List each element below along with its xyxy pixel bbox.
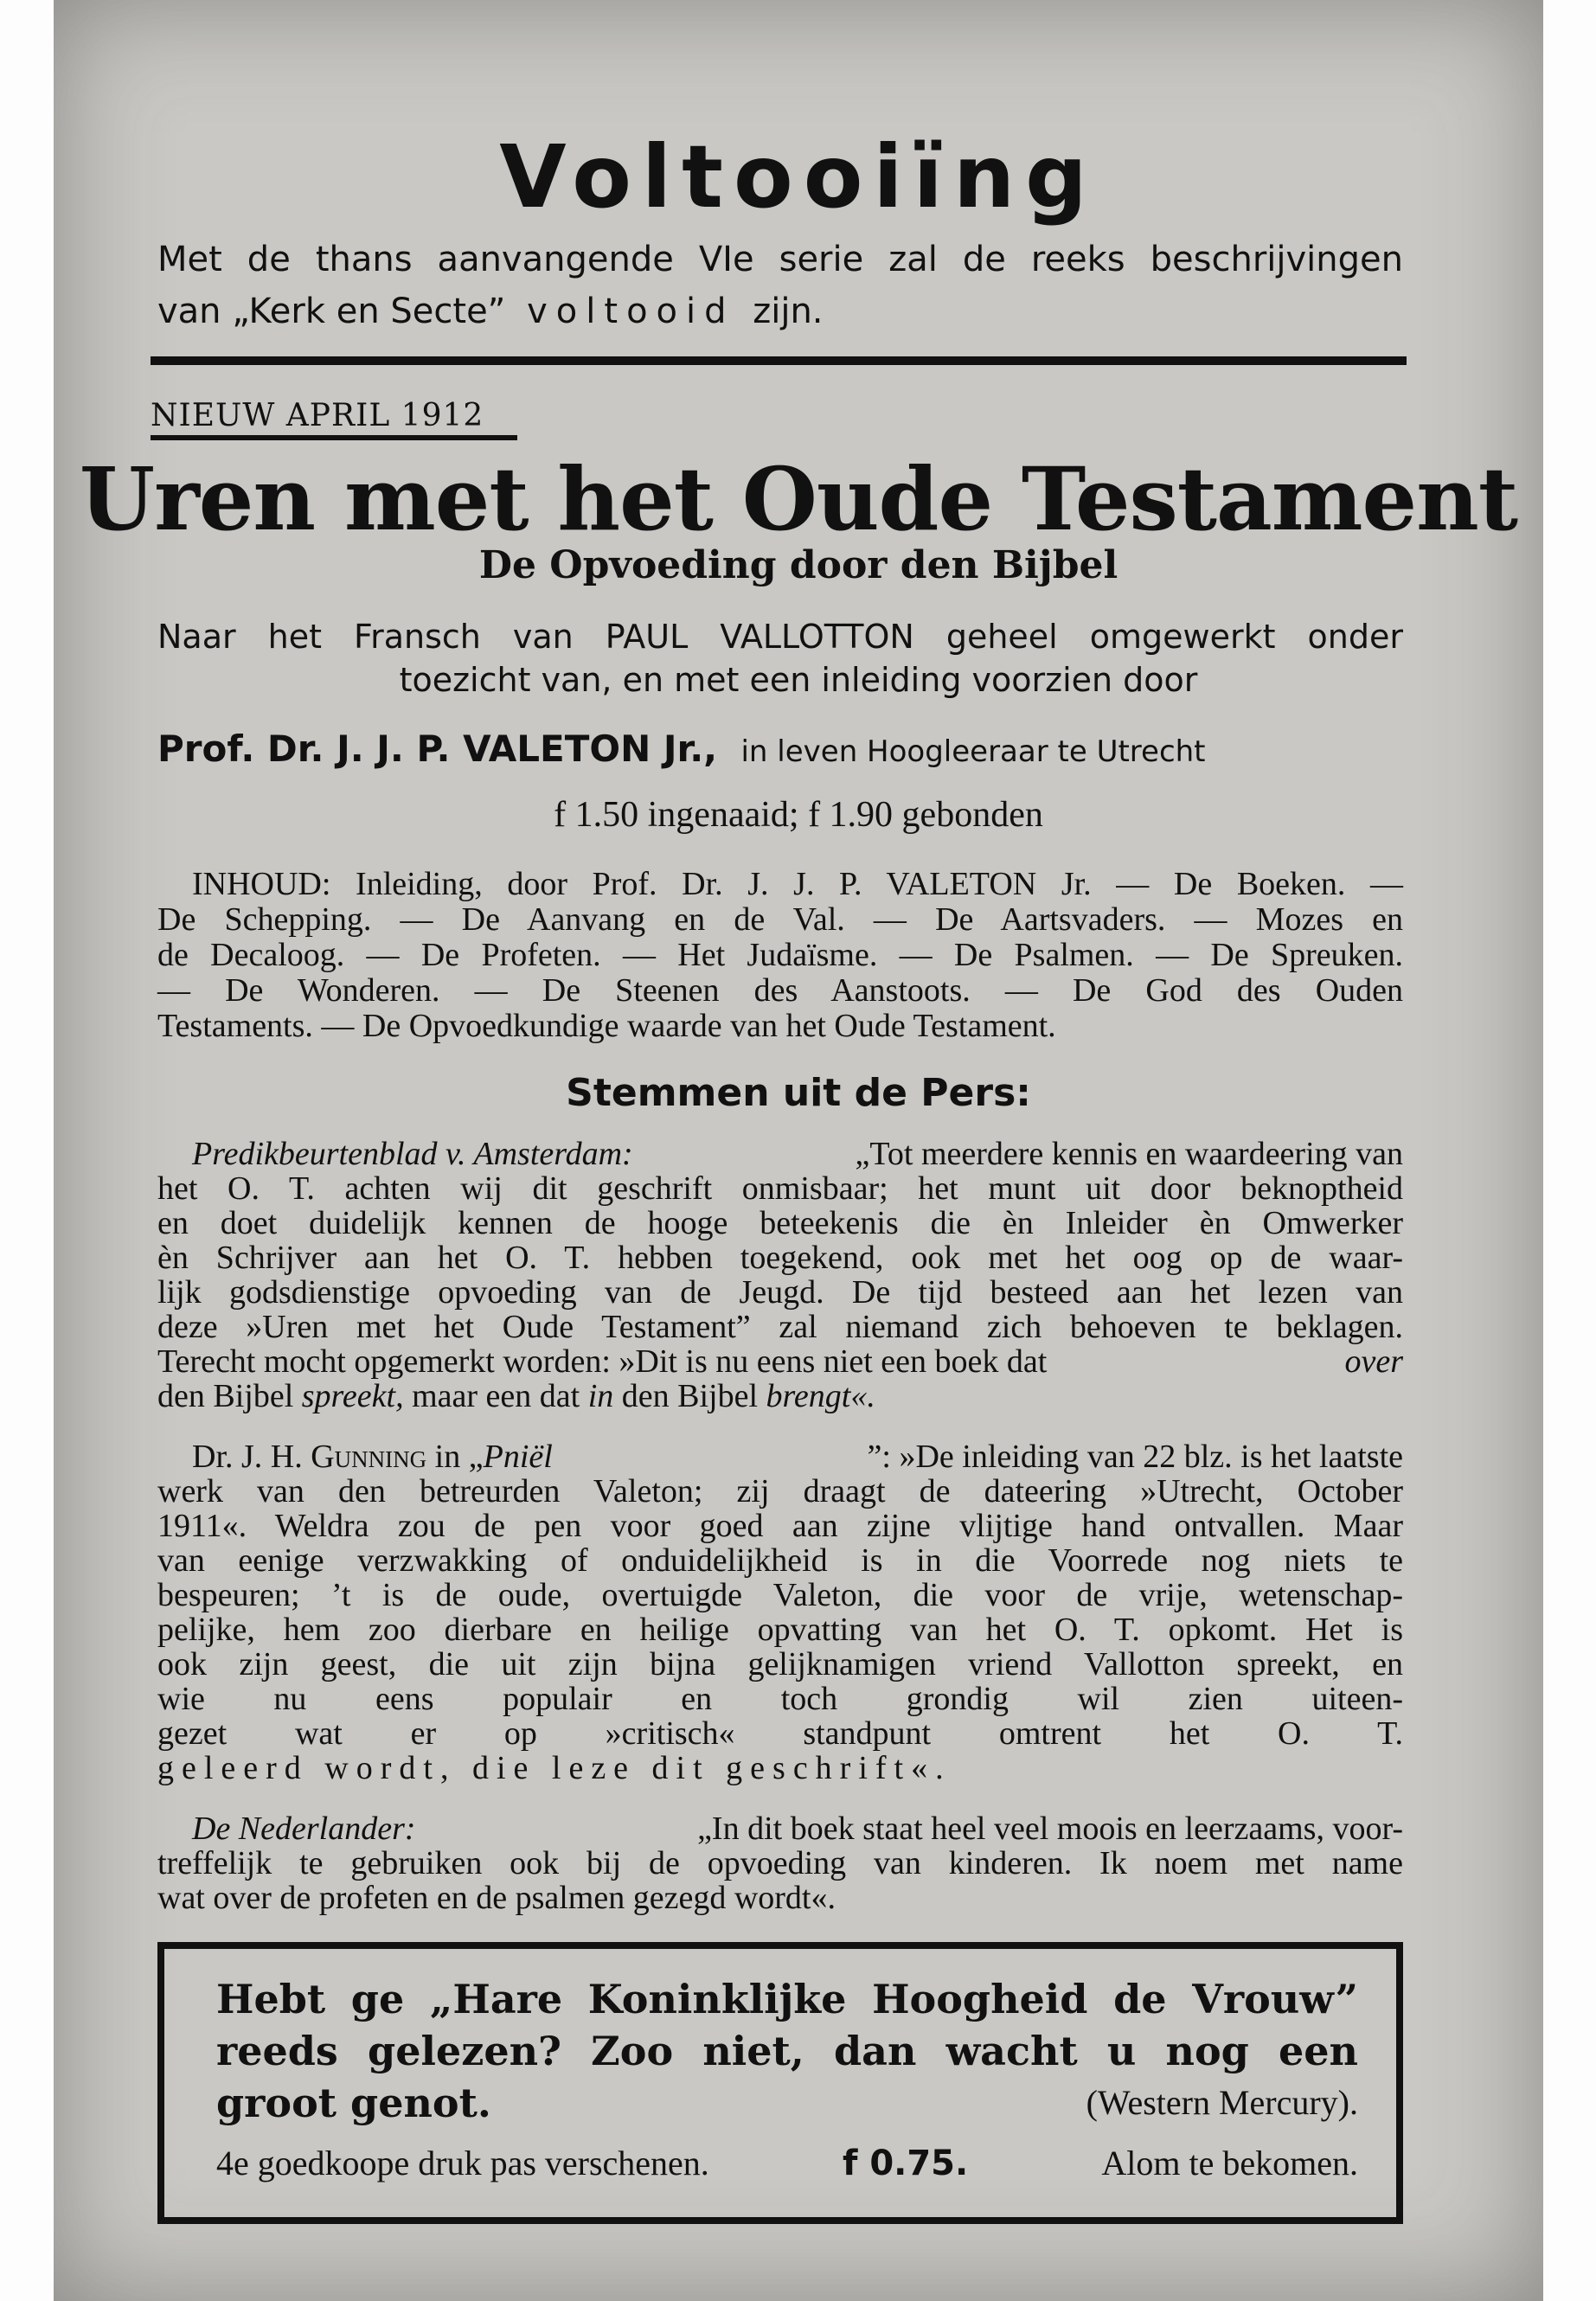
divider-rule	[151, 356, 1407, 365]
review2-line: gezet wat er op »critisch« standpunt omtrent het O. T.	[157, 1715, 1403, 1752]
review1-text: den Bijbel	[621, 1378, 759, 1414]
review1-line: lijk godsdienstige opvoeding van de Jeugd. De tijd besteed aan het lezen van	[157, 1274, 1403, 1311]
intro-line-2a: van „Kerk en Secte”	[157, 292, 506, 331]
contents-line: Testaments. — De Opvoedkundige waarde van het Oude Testament.	[157, 1008, 1056, 1044]
ad-line-3b: (Western Mercury).	[1086, 2083, 1358, 2122]
review1-word-in: in	[587, 1378, 614, 1414]
review2-intro	[192, 1439, 553, 1474]
contents-line: INHOUD: Inleiding, door Prof. Dr. J. J. P. VALETON Jr. — De Boeken. —	[192, 866, 1403, 902]
ad-line-4a: 4e goedkoope druk pas verschenen.	[216, 2144, 709, 2182]
ad-price: f 0.75.	[842, 2144, 969, 2183]
contents-line: De Schepping. — De Aanvang en de Val. — De Aartsvaders. — Mozes en	[157, 901, 1403, 938]
intro-voltooid: voltooid	[527, 292, 735, 331]
ad-line-3a: groot genot.	[216, 2080, 491, 2126]
ad-line-4c: Alom te bekomen.	[1101, 2144, 1358, 2182]
contents-line: — De Wonderen. — De Steenen des Aanstoots. — De God des Ouden	[157, 972, 1403, 1009]
intro-line-1: Met de thans aanvangende VIe serie zal de reeks beschrijvingen	[157, 240, 1403, 279]
review2-line: werk van den betreurden Valeton; zij draagt de dateering »Utrecht, October	[157, 1473, 1403, 1509]
review2-line: geleerd wordt, die leze dit geschrift«.	[157, 1750, 952, 1786]
review3-line: wat over de profeten en de psalmen gezegd wordt«.	[157, 1880, 836, 1916]
new-label: NIEUW APRIL 1912	[151, 398, 517, 440]
scanned-page	[54, 0, 1543, 2301]
review1-text: maar een dat	[412, 1378, 580, 1414]
book-title: Uren met het Oude Testament	[79, 448, 1518, 550]
review1-word-over: over	[1344, 1343, 1403, 1380]
book-price: f 1.50 ingenaaid; f 1.90 gebonden	[554, 795, 1043, 835]
ad-box	[157, 1942, 1403, 2224]
intro-line-2c: zijn.	[753, 292, 824, 331]
review1-source: Predikbeurtenblad v. Amsterdam:	[192, 1136, 633, 1172]
book-subtitle: De Opvoeding door den Bijbel	[478, 543, 1118, 587]
book-desc-line-1: Naar het Fransch van PAUL VALLOTTON geheel omgewerkt onder	[157, 618, 1403, 656]
review1-line: het O. T. achten wij dit geschrift onmisbaar; het munt uit door beknoptheid	[157, 1170, 1403, 1207]
author-role: in leven Hoogleeraar te Utrecht	[740, 734, 1206, 769]
author-name: Prof. Dr. J. J. P. VALETON Jr.,	[157, 727, 718, 770]
book-desc-line-2: toezicht van, en met een inleiding voorzien door	[399, 661, 1198, 699]
review2-line: van eenige verzwakking of onduidelijkheid is in die Voorrede nog niets te	[157, 1542, 1403, 1579]
review2-first-rest: ”: »De inleiding van 22 blz. is het laatste	[867, 1439, 1403, 1475]
review2-in: in „	[434, 1439, 484, 1475]
contents-line: de Decaloog. — De Profeten. — Het Judaïsme. — De Psalmen. — De Spreuken.	[157, 937, 1403, 973]
intro-line-2	[157, 294, 1403, 329]
ad-line-1: Hebt ge „Hare Koninklijke Hoogheid de Vrouw”	[216, 1976, 1358, 2022]
review3-line-1	[192, 1811, 1403, 1846]
review1-line-7-text: Terecht mocht opgemerkt worden: »Dit is nu eens niet een boek dat	[157, 1343, 1048, 1380]
review1-word-brengt: brengt«.	[766, 1378, 875, 1414]
review1-line-7	[157, 1344, 1403, 1379]
heading-voltooiing: Voltooiïng	[499, 126, 1098, 228]
review2-line: ook zijn geest, die uit zijn bijna gelijknamigen vriend Vallotton spreekt, en	[157, 1646, 1403, 1682]
review3-first: „In dit boek staat heel veel moois en leerzaams, voor-	[697, 1811, 1403, 1847]
press-heading: Stemmen uit de Pers:	[566, 1071, 1031, 1115]
review2-name: Gunning	[311, 1439, 427, 1475]
review1-line: en doet duidelijk kennen de hooge beteekenis die èn Inleider èn Omwerker	[157, 1205, 1403, 1241]
review1-first: „Tot meerdere kennis en waardeering van	[855, 1136, 1403, 1172]
review2-line: pelijke, hem zoo dierbare en heilige opvatting van het O. T. opkomt. Het is	[157, 1612, 1403, 1648]
review2-line: bespeuren; ’t is de oude, overtuigde Valeton, die voor de vrije, wetenschap-	[157, 1577, 1403, 1613]
ad-line-4	[216, 2141, 1358, 2186]
review1-word-spreekt: spreekt,	[301, 1378, 404, 1414]
review2-line: 1911«. Weldra zou de pen voor goed aan zijne vlijtige hand ontvallen. Maar	[157, 1508, 1403, 1544]
review1-line: èn Schrijver aan het O. T. hebben toegekend, ook met het oog op de waar-	[157, 1240, 1403, 1276]
review1-line-8	[157, 1379, 1403, 1413]
book-author	[157, 727, 1403, 770]
review2-line-1	[192, 1439, 1403, 1474]
review2-line: wie nu eens populair en toch grondig wil zien uiteen-	[157, 1681, 1403, 1717]
review3-line: treffelijk te gebruiken ook bij de opvoeding van kinderen. Ik noem met name	[157, 1845, 1403, 1881]
review1-line-1	[192, 1137, 1403, 1171]
review1-text: den Bijbel	[157, 1378, 294, 1414]
review3-source: De Nederlander:	[192, 1811, 416, 1847]
review2-source: Pniël	[483, 1439, 553, 1475]
ad-line-3	[216, 2080, 1358, 2125]
review1-line: deze »Uren met het Oude Testament” zal niemand zich behoeven te beklagen.	[157, 1309, 1403, 1345]
ad-line-2: reeds gelezen? Zoo niet, dan wacht u nog een	[216, 2028, 1358, 2074]
review2-lead: Dr. J. H.	[192, 1439, 303, 1475]
